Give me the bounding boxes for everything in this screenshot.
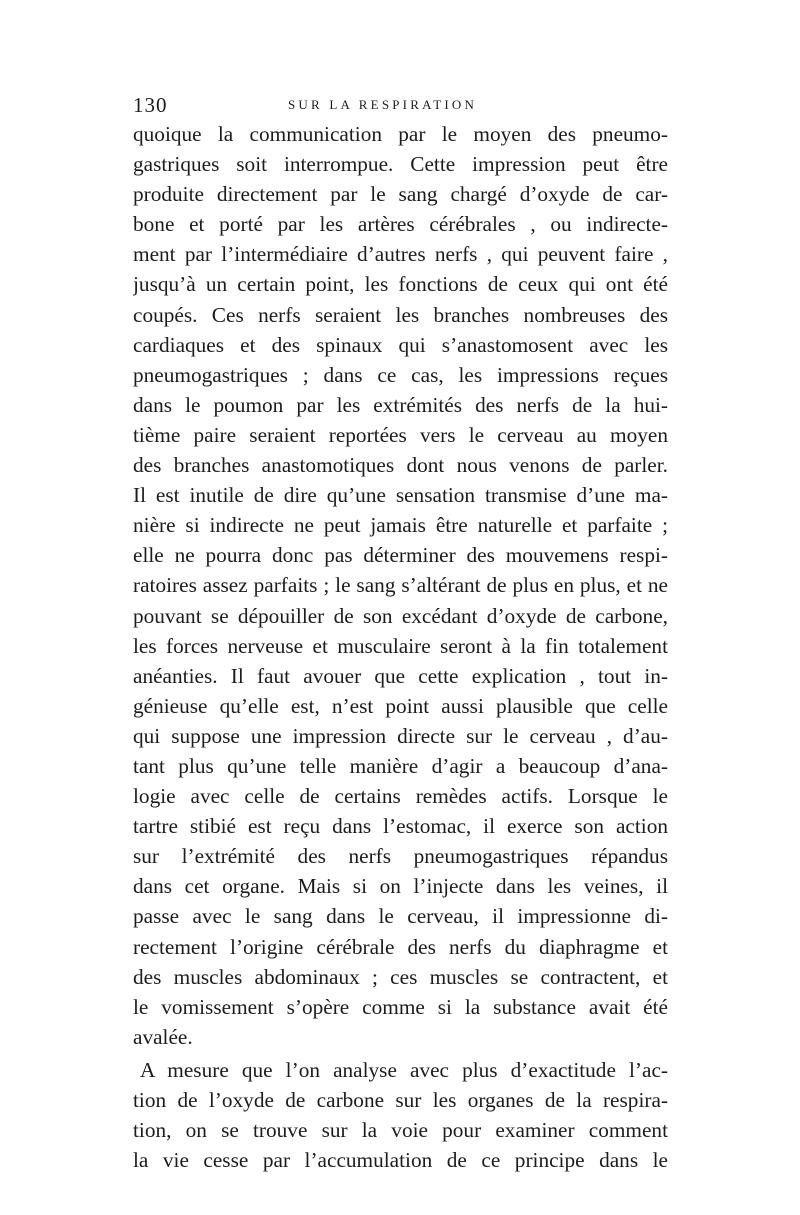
text-line: tion, on se trouve sur la voie pour examiner comment bbox=[133, 1118, 668, 1143]
running-head bbox=[133, 91, 668, 119]
text-line: quoique la communication par le moyen des pneumo- bbox=[133, 122, 668, 146]
text-line: gastriques soit interrompue. Cette impression peut être bbox=[133, 152, 668, 177]
text-line: elle ne pourra donc pas déterminer des mouvemens respi- bbox=[133, 543, 668, 568]
text-line: Il est inutile de dire qu’une sensation transmise d’une ma- bbox=[133, 483, 668, 508]
paragraph-end-line: avalée. bbox=[133, 1024, 193, 1049]
text-line: génieuse qu’elle est, n’est point aussi plausible que celle bbox=[133, 693, 668, 718]
text-line: ment par l’intermédiaire d’autres nerfs , qui peuvent faire , bbox=[133, 242, 668, 267]
running-title: SUR LA RESPIRATION bbox=[288, 97, 478, 112]
text-line: nière si indirecte ne peut jamais être naturelle et parfaite ; bbox=[133, 513, 668, 538]
text-line: tième paire seraient reportées vers le cerveau au moyen bbox=[133, 422, 668, 447]
text-line: cardiaques et des spinaux qui s’anastomosent avec les bbox=[133, 332, 668, 357]
text-line: dans cet organe. Mais si on l’injecte dans les veines, il bbox=[133, 874, 668, 899]
text-line: le vomissement s’opère comme si la substance avait été bbox=[133, 994, 668, 1019]
text-line: pneumogastriques ; dans ce cas, les impressions reçues bbox=[133, 362, 668, 387]
text-line: rectement l’origine cérébrale des nerfs du diaphragme et bbox=[133, 934, 668, 959]
text-line: bone et porté par les artères cérébrales , ou indirecte- bbox=[133, 212, 668, 237]
text-line: la vie cesse par l’accumulation de ce principe dans le bbox=[133, 1148, 668, 1173]
paragraph-start-line: A mesure que l’on analyse avec plus d’exactitude l’ac- bbox=[140, 1057, 668, 1082]
text-line: qui suppose une impression directe sur le cerveau , d’au- bbox=[133, 723, 668, 748]
text-line: tant plus qu’une telle manière d’agir a beaucoup d’ana- bbox=[133, 753, 668, 778]
text-line: des branches anastomotiques dont nous venons de parler. bbox=[133, 453, 668, 478]
text-line: tion de l’oxyde de carbone sur les organes de la respira- bbox=[133, 1088, 668, 1112]
text-line: tartre stibié est reçu dans l’estomac, il exerce son action bbox=[133, 814, 668, 839]
text-line: jusqu’à un certain point, les fonctions de ceux qui ont été bbox=[133, 272, 668, 297]
text-line: logie avec celle de certains remèdes actifs. Lorsque le bbox=[133, 784, 668, 809]
text-line: dans le poumon par les extrémités des nerfs de la hui- bbox=[133, 392, 668, 417]
text-line: coupés. Ces nerfs seraient les branches nombreuses des bbox=[133, 302, 668, 327]
body-text bbox=[133, 119, 668, 1175]
text-line: passe avec le sang dans le cerveau, il impressionne di- bbox=[133, 904, 668, 929]
text-line: ratoires assez parfaits ; le sang s’altérant de plus en plus, et ne bbox=[133, 573, 668, 598]
text-line: les forces nerveuse et musculaire seront à la fin totalement bbox=[133, 633, 668, 658]
text-line: sur l’extrémité des nerfs pneumogastriques répandus bbox=[133, 844, 668, 869]
text-line: des muscles abdominaux ; ces muscles se contractent, et bbox=[133, 964, 668, 989]
text-line: pouvant se dépouiller de son excédant d’oxyde de carbone, bbox=[133, 603, 668, 628]
text-line: produite directement par le sang chargé d’oxyde de car- bbox=[133, 182, 668, 207]
page-number: 130 bbox=[133, 93, 168, 117]
text-line: anéanties. Il faut avouer que cette explication , tout in- bbox=[133, 663, 668, 688]
